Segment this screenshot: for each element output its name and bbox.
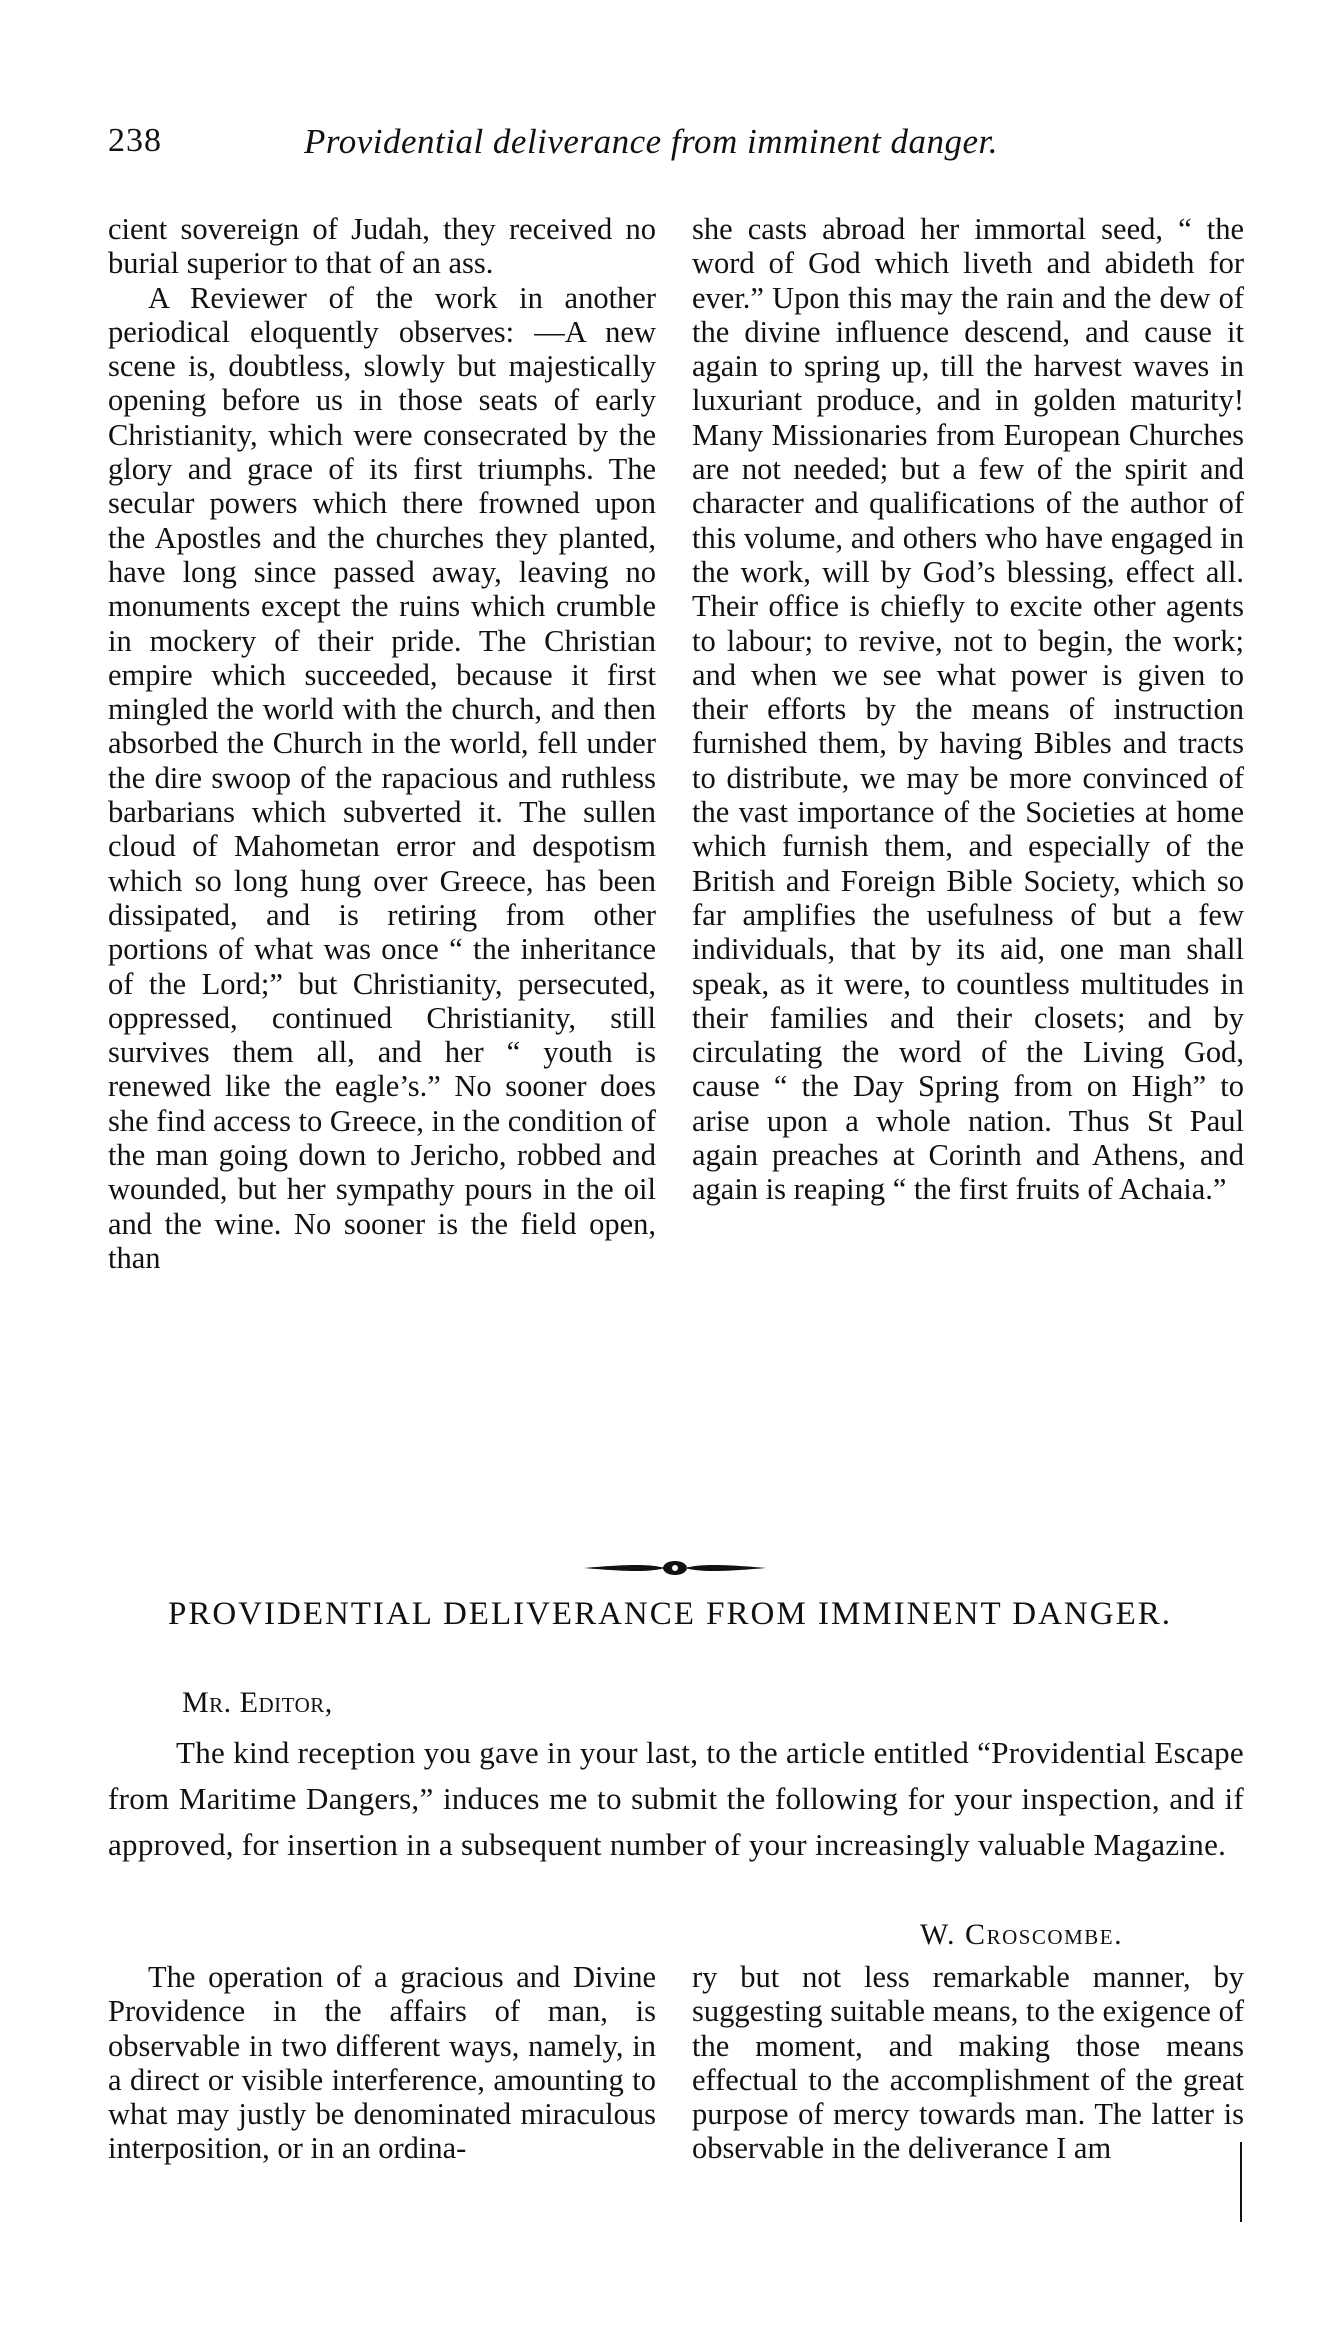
signature: W. Croscombe. bbox=[920, 1918, 1124, 1951]
running-title: Providential deliverance from imminent danger. bbox=[304, 122, 999, 161]
running-head bbox=[108, 122, 1238, 172]
article-title: PROVIDENTIAL DELIVERANCE FROM IMMINENT DANGER. bbox=[167, 1596, 1173, 1632]
upper-left-column bbox=[108, 212, 656, 1275]
lower-left-column bbox=[108, 1960, 656, 2166]
letter-paragraph: The kind reception you gave in your last, to the article entitled “Providential Escape from Maritime Dangers,” induces me to submit the following for your inspection, and if approved, for insertion in a subsequent number of your increasingly valuable Magazine. bbox=[108, 1735, 1244, 1862]
paragraph: ry but not less remarkable manner, by suggesting suitable means, to the exigence of the moment, and making those means effectual to the accomplishment of the great purpose of mercy towards man. The latter is observable in the deliverance I am bbox=[692, 1960, 1244, 2166]
ornament-divider-icon bbox=[580, 1556, 770, 1580]
paragraph: A Reviewer of the work in another periodical eloquently observes: —A new scene is, doubtless, slowly but majestically opening before us in those seats of early Christianity, which were consecrated by the glory and grace of its first triumphs. The secular powers which there frowned upon the Apostles and the churches they planted, have long since passed away, leaving no monuments except the ruins which crumble in mockery of their pride. The Christian empire which succeeded, because it first mingled the world with the church, and then absorbed the Church in the world, fell under the dire swoop of the rapacious and ruthless barbarians which subverted it. The sullen cloud of Mahometan error and despotism which so long hung over Greece, has been dissipated, and is retiring from other portions of what was once “ the inheritance of the Lord;” but Christianity, persecuted, oppressed, continued Christianity, still survives them all, and her “ youth is renewed like the eagle’s.” No sooner does she find access to Greece, in the condition of the man going down to Jericho, robbed and wounded, but her sympathy pours in the oil and the wine. No sooner is the field open, than bbox=[108, 280, 656, 1275]
margin-rule bbox=[1240, 2142, 1242, 2222]
paragraph: The operation of a gracious and Divine Providence in the affairs of man, is observable in two different ways, namely, in a direct or visible interference, amounting to what may justly be denominated miraculous interposition, or in an ordina- bbox=[108, 1960, 656, 2166]
upper-right-column bbox=[692, 212, 1244, 1207]
paragraph: cient sovereign of Judah, they received no burial superior to that of an ass. bbox=[108, 212, 656, 281]
paragraph: she casts abroad her immortal seed, “ the word of God which liveth and abideth for ever.” Upon this may the rain and the dew of the divine influence descend, and cause it again to spring up, till the harvest waves in luxuriant produce, and in golden maturity! Many Missionaries from European Churches are not needed; but a few of the spirit and character and qualifications of the author of this volume, and others who have engaged in the work, will by God’s blessing, effect all. Their office is chiefly to excite other agents to labour; to revive, not to begin, the work; and when we see what power is given to their efforts by the means of instruction furnished them, by having Bibles and tracts to distribute, we may be more convinced of the vast importance of the Societies at home which furnish them, and especially of the British and Foreign Bible Society, which so far amplifies the usefulness of but a few individuals, that by its aid, one man shall speak, as it were, to countless multitudes in their families and their closets; and by circulating the word of the Living God, cause “ the Day Spring from on High” to arise upon a whole nation. Thus St Paul again preaches at Corinth and Athens, and again is reaping “ the first fruits of Achaia.” bbox=[692, 212, 1244, 1207]
page-number: 238 bbox=[108, 122, 162, 159]
lower-right-column bbox=[692, 1960, 1244, 2166]
salutation: Mr. Editor, bbox=[182, 1686, 333, 1719]
